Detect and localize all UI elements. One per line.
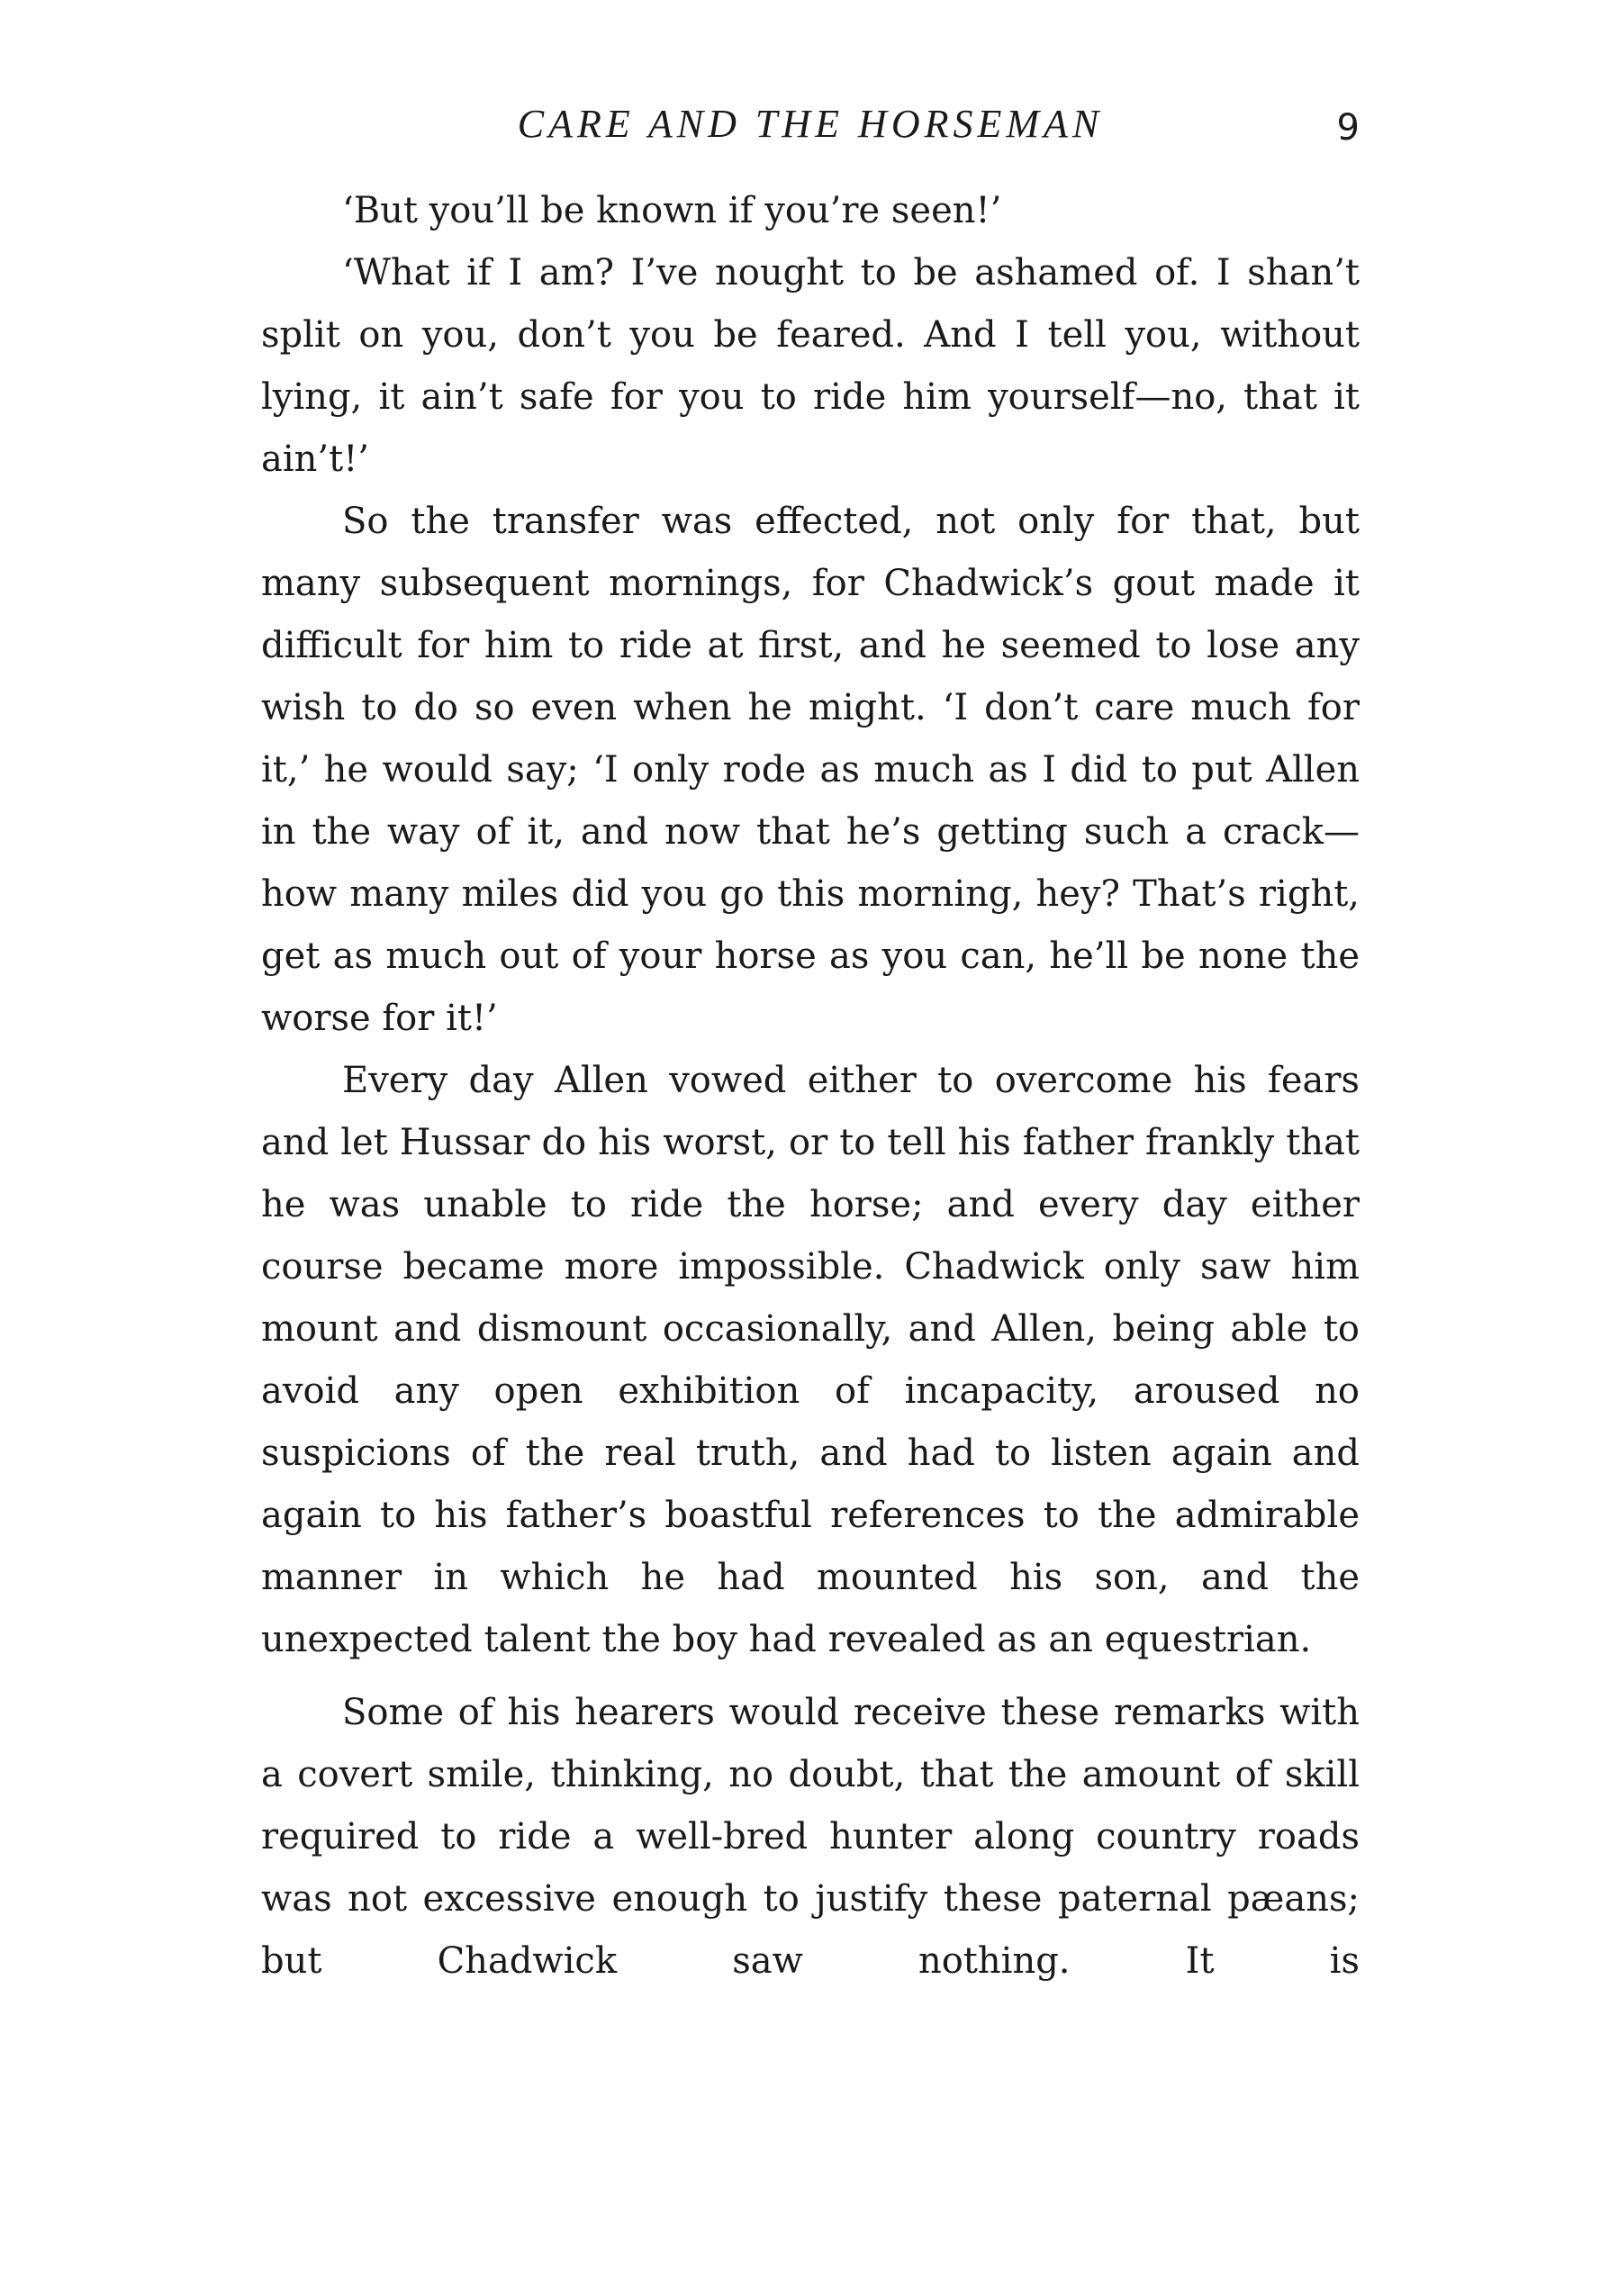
running-title: CARE AND THE HORSEMAN xyxy=(517,102,1104,146)
paragraph-2: ‘What if I am? I’ve nought to be ashamed of. I shan’t split on you, don’t you be feared. And I tell you, without lying, it ain’t safe for you to ride him yourself—no, that it ain’t!’ xyxy=(261,252,1360,480)
page-number: 9 xyxy=(1336,107,1360,149)
paragraph-3: So the transfer was effected, not only for that, but many subsequent mornings, for Chadwick’s gout made it difficult for him to ride at first, and he seemed to lose any wish to do so even when he might. ‘I don’t care much for it,’ he would say; ‘I only rode as much as I did to put Allen in the way of it, and now that he’s getting such a crack—how many miles did you go this morning, hey? That’s right, get as much out of your horse as you can, he’ll be none the worse for it!’ xyxy=(261,501,1360,1039)
paragraph-5: Some of his hearers would receive these remarks with a covert smile, thinking, no doubt, that the amount of skill required to ride a well-bred hunter along country roads was not excessive enough to justify these paternal pæans; but Chadwick saw nothing. It is xyxy=(261,1692,1360,1982)
paragraph-1: ‘But you’ll be known if you’re seen!’ xyxy=(342,190,1002,231)
paragraph-4: Every day Allen vowed either to overcome his fears and let Hussar do his worst, or to tell his father frankly that he was unable to ride the horse; and every day either course became more impossible. Chadwick only saw him mount and dismount occasionally, and Allen, being able to avoid any open exhibition of incapacity, aroused no suspicions of the real truth, and had to listen again and again to his father’s boastful references to the admirable manner in which he had mounted his son, and the unexpected talent the boy had revealed as an equestrian. xyxy=(261,1060,1360,1660)
body-text xyxy=(261,180,1360,1993)
running-head xyxy=(261,97,1360,151)
